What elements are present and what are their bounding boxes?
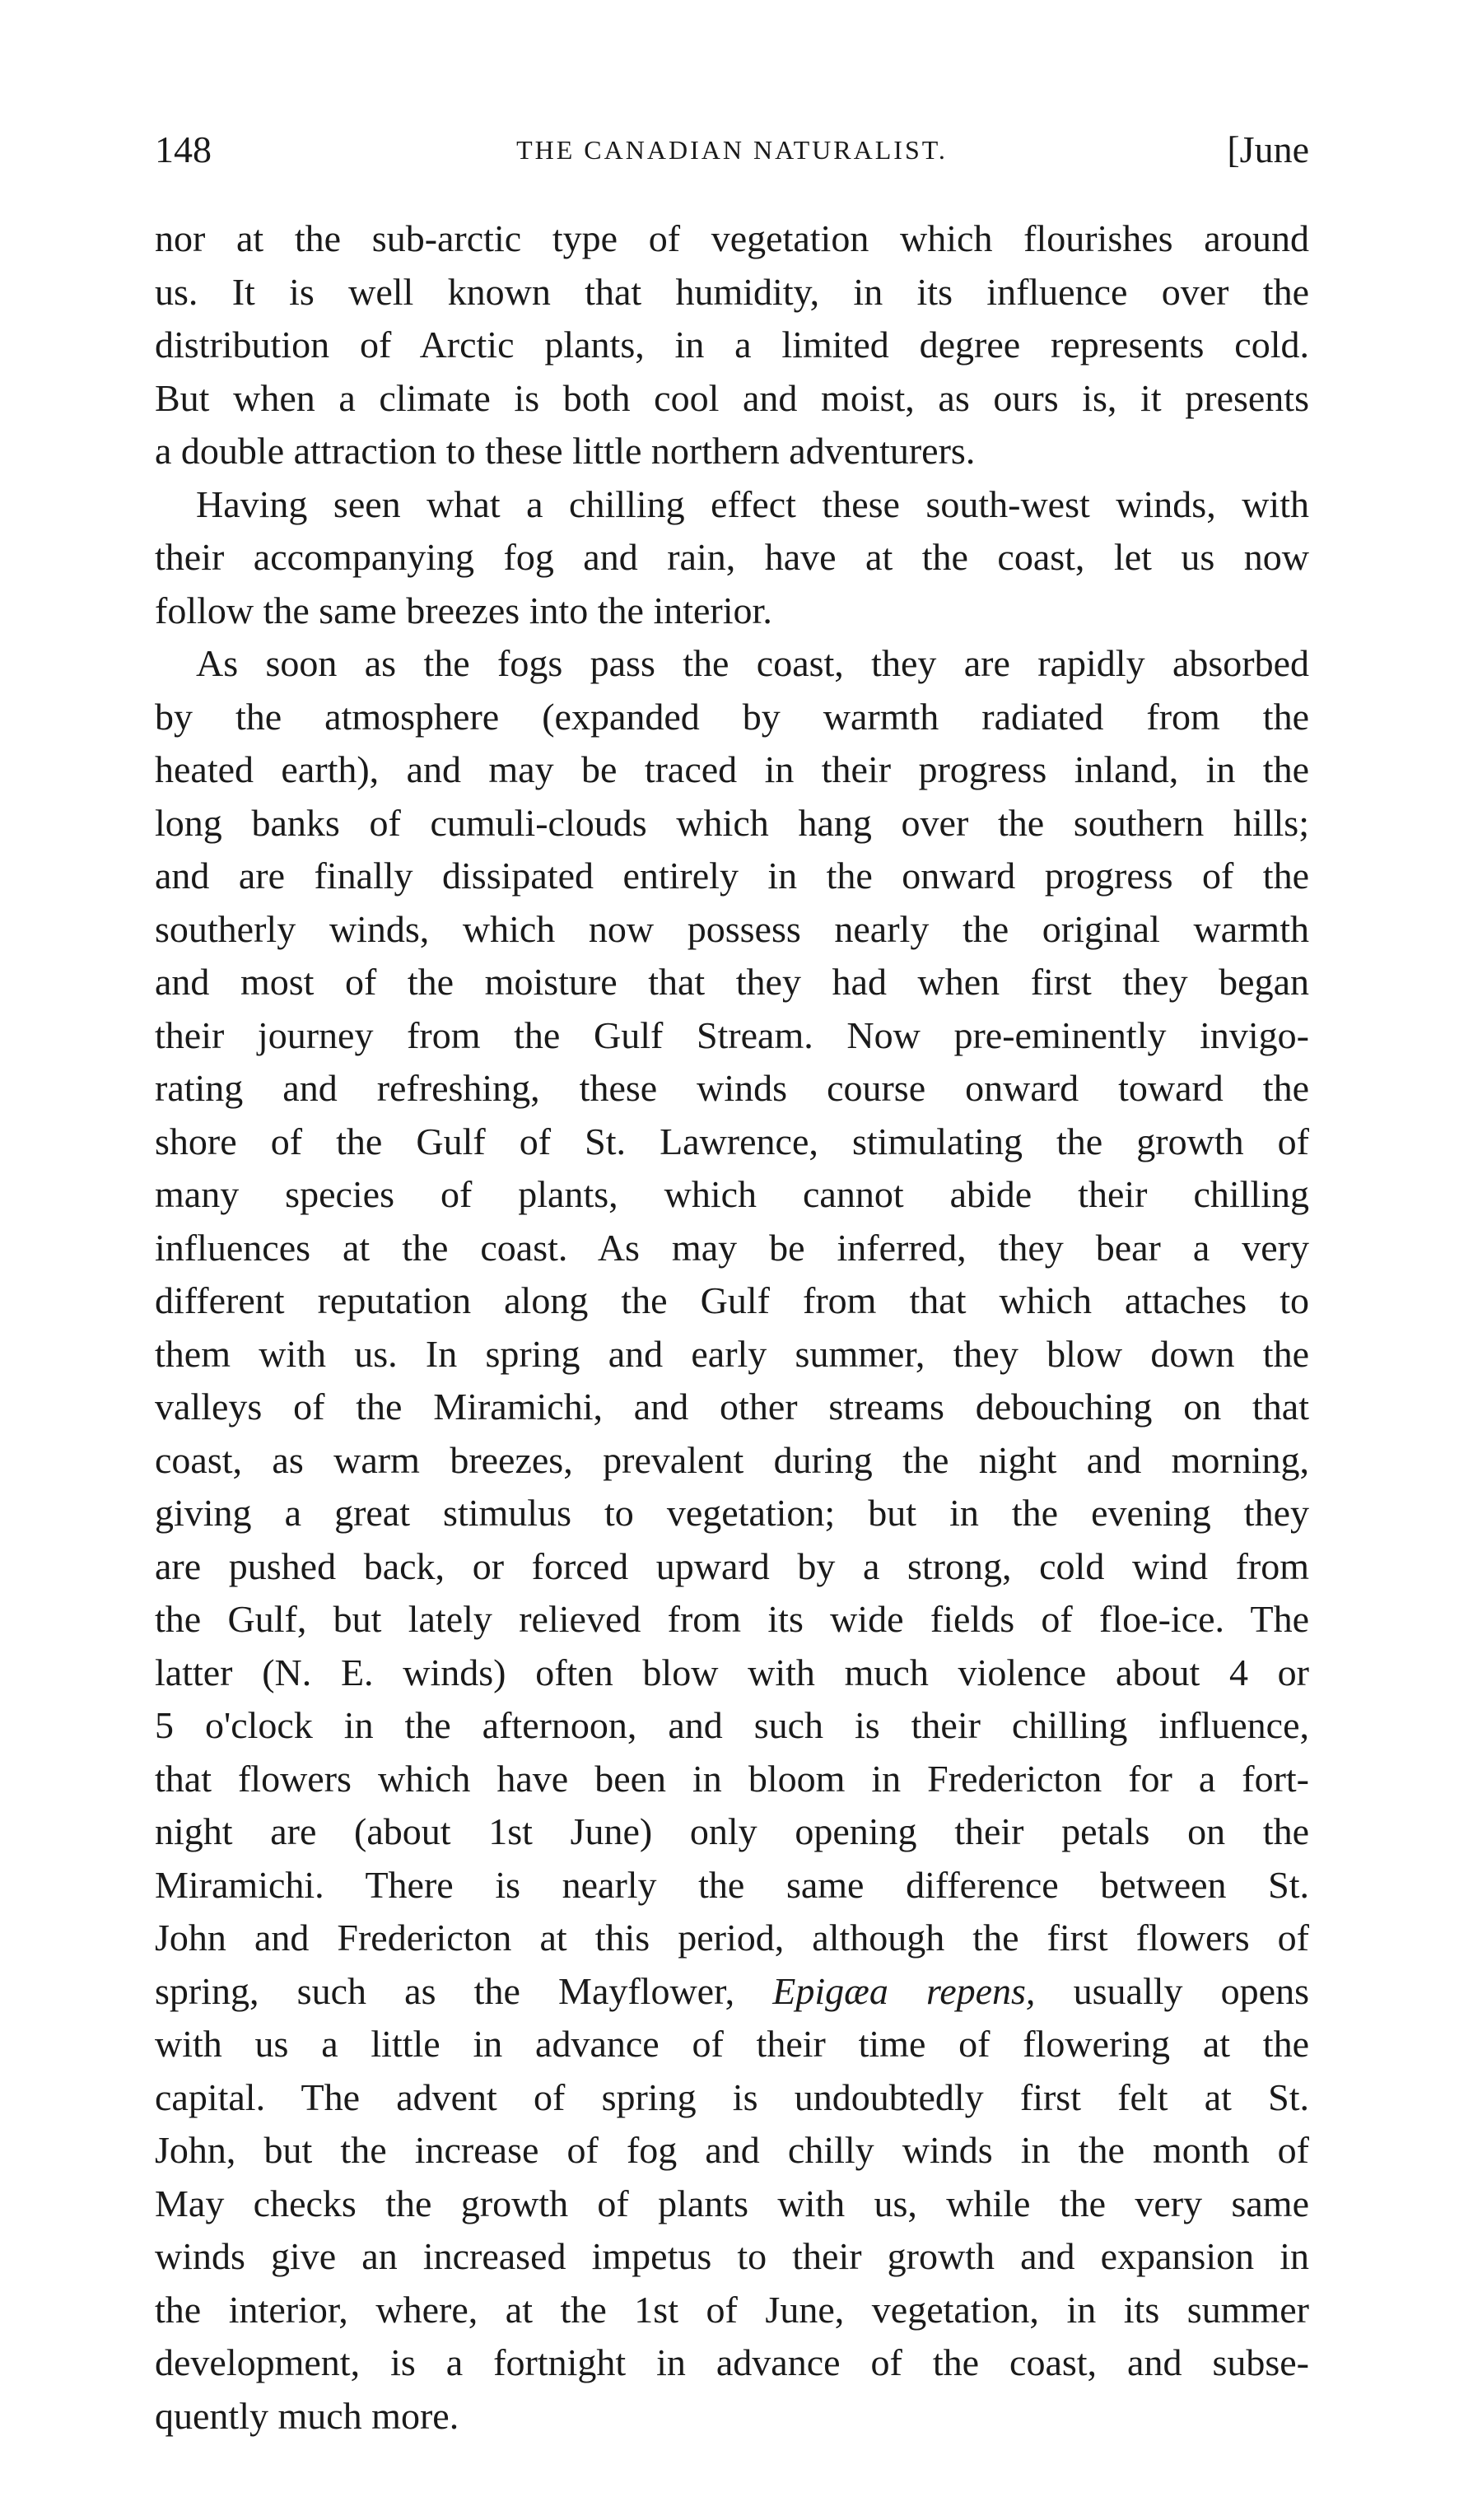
text-line: coast, as warm breezes, prevalent during the night and morning, [155, 1438, 1309, 1481]
text-line: May checks the growth of plants with us, while the very same [155, 2182, 1309, 2224]
text-line: capital. The advent of spring is undoubtedly first felt at St. [155, 2075, 1309, 2118]
text-line: quently much more. [155, 2394, 459, 2437]
text-line: giving a great stimulus to vegetation; but in the evening they [155, 1492, 1309, 1534]
text-span: spring, such as the Mayflower, [155, 1969, 735, 2012]
issue-month: [June [1227, 128, 1309, 170]
text-line: But when a climate is both cool and moist, as ours is, it presents [155, 376, 1309, 419]
text-line: follow the same breezes into the interior. [155, 589, 772, 631]
text-line: John, but the increase of fog and chilly winds in the month of [155, 2129, 1309, 2171]
text-line: rating and refreshing, these winds course onward toward the [155, 1067, 1309, 1109]
text-line: shore of the Gulf of St. Lawrence, stimulating the growth of [155, 1120, 1309, 1162]
text-line: winds give an increased impetus to their growth and expansion in [155, 2235, 1309, 2277]
text-line: them with us. In spring and early summer, they blow down the [155, 1332, 1309, 1375]
text-line: southerly winds, which now possess nearly the original warmth [155, 907, 1309, 950]
text-line: influences at the coast. As may be inferred, they bear a very [155, 1226, 1309, 1269]
text-line: a double attraction to these little northern adventurers. [155, 430, 976, 472]
text-line: many species of plants, which cannot abide their chilling [155, 1173, 1309, 1215]
text-line: development, is a fortnight in advance of the coast, and subse- [155, 2341, 1309, 2383]
text-line: and are finally dissipated entirely in the onward progress of the [155, 855, 1309, 897]
journal-title: THE CANADIAN NATURALIST. [516, 135, 948, 165]
text-span: usually opens [1073, 1969, 1309, 2012]
text-line: John and Fredericton at this period, although the first flowers of [155, 1917, 1309, 1959]
text-line: night are (about 1st June) only opening their petals on the [155, 1810, 1309, 1852]
text-line: us. It is well known that humidity, in its influence over the [155, 270, 1309, 313]
body-text [155, 212, 1309, 2443]
text-line: heated earth), and may be traced in their progress inland, in the [155, 748, 1309, 790]
text-line: different reputation along the Gulf from that which attaches to [155, 1279, 1309, 1321]
text-line: long banks of cumuli-clouds which hang over the southern hills; [155, 801, 1309, 844]
text-line: nor at the sub-arctic type of vegetation which flourishes around [155, 217, 1309, 259]
page-number: 148 [155, 128, 212, 170]
text-line: 5 o'clock in the afternoon, and such is their chilling influence, [155, 1704, 1309, 1746]
text-line: Miramichi. There is nearly the same difference between St. [155, 1863, 1309, 1906]
text-line: valleys of the Miramichi, and other streams debouching on that [155, 1386, 1309, 1428]
taxon-name: Epigæa repens, [772, 1969, 1036, 2012]
text-line: by the atmosphere (expanded by warmth radiated from the [155, 695, 1309, 738]
text-line: latter (N. E. winds) often blow with much violence about 4 or [155, 1651, 1309, 1693]
text-line: with us a little in advance of their time of flowering at the [155, 2023, 1309, 2065]
text-line: and most of the moisture that they had when first they began [155, 961, 1309, 1003]
text-line: the interior, where, at the 1st of June, vegetation, in its summer [155, 2288, 1309, 2331]
text-line: Having seen what a chilling effect these south-west winds, with [196, 482, 1309, 525]
running-head [155, 125, 1309, 175]
text-line: the Gulf, but lately relieved from its wide fields of floe-ice. The [155, 1598, 1309, 1640]
text-line: are pushed back, or forced upward by a strong, cold wind from [155, 1544, 1309, 1587]
text-line: their accompanying fog and rain, have at the coast, let us now [155, 536, 1309, 578]
text-line: As soon as the fogs pass the coast, they are rapidly absorbed [196, 642, 1309, 684]
text-line [155, 1965, 1309, 2019]
text-line: their journey from the Gulf Stream. Now pre-eminently invigo- [155, 1013, 1309, 1056]
text-line: distribution of Arctic plants, in a limited degree represents cold. [155, 324, 1309, 366]
text-line: that flowers which have been in bloom in Fredericton for a fort- [155, 1757, 1309, 1800]
